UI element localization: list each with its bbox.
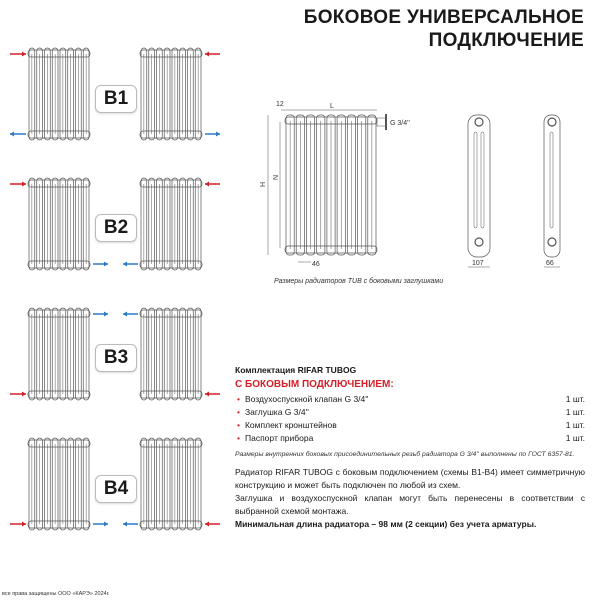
thread-label: G 3/4'' [390,120,410,127]
kit-item [235,406,585,419]
kit-item-label: Воздухоспускной клапан G 3/4'' [244,394,369,404]
title-line-1: БОКОВОЕ УНИВЕРСАЛЬНОЕ [303,7,584,28]
return-arrow-icon-head [123,312,127,317]
valve [377,118,386,126]
description-p2: Заглушка и воздухоспускной клапан могут быть перенесены в соответствии с выбранной схемой монтажа. [235,493,585,516]
dim-66: 66 [546,260,554,267]
drawing-caption: Размеры радиаторов TUB с боковыми заглушками [274,278,444,285]
supply-arrow-icon-head [22,522,26,527]
bullet-icon: • [237,407,240,417]
return-arrow-icon-head [123,262,127,267]
supply-arrow-icon-head [22,182,26,187]
return-arrow-icon-head [123,522,127,527]
radiator-front-view [285,115,377,255]
kit-section [235,365,585,458]
dim-N: N [273,174,280,180]
return-arrow-icon-head [104,262,108,267]
dim-12: 12 [276,101,284,108]
supply-arrow-icon-head [22,392,26,397]
return-arrow-icon-head [10,132,14,137]
bullet-icon: • [237,394,240,404]
side-view-3col [468,115,490,257]
valve-nut [385,114,387,130]
scheme-label-b1: B1 [95,85,137,113]
kit-item [235,393,585,406]
dim-H: H [260,181,267,187]
kit-item-qty: 1 шт. [565,420,585,430]
return-arrow-icon-head [104,522,108,527]
kit-note: Размеры внутренних боковых присоединительных резьб радиатора G 3/4'' выполнены по ГОСТ 6357-81. [235,451,575,458]
radiator-b3-left [28,308,90,400]
kit-item-name [237,393,369,406]
radiator-b2-left [28,178,90,270]
copyright: все права защищены ООО «КАРЭ» 2024г. [2,591,110,597]
scheme-label-b2: B2 [95,214,137,242]
supply-arrow-icon-head [205,392,209,397]
bullet-icon: • [237,433,240,443]
bullet-icon: • [237,420,240,430]
supply-arrow-icon-head [205,182,209,187]
scheme-label-b4: B4 [95,475,137,503]
dim-L: L [330,103,334,110]
kit-item-label: Комплект кронштейнов [244,420,337,430]
kit-title: Комплектация RIFAR TUBOG [235,365,357,375]
dim-46: 46 [312,261,320,268]
kit-item [235,432,585,445]
scheme-label-b3: B3 [95,344,137,372]
radiator-b2-right [140,178,202,270]
kit-item-name [237,419,337,432]
side-view-2col [544,115,560,257]
radiator-b4-left [28,438,90,530]
kit-list [235,393,585,445]
kit-item-label: Заглушка G 3/4'' [244,407,309,417]
supply-arrow-icon-head [22,52,26,57]
kit-item-label: Паспорт прибора [244,433,314,443]
supply-arrow-icon-head [205,522,209,527]
kit-item-name [237,432,313,445]
return-arrow-icon-head [216,132,220,137]
description-p3: Минимальная длина радиатора – 98 мм (2 секции) без учета арматуры. [235,519,537,529]
kit-item-qty: 1 шт. [565,394,585,404]
kit-subtitle: С БОКОВЫМ ПОДКЛЮЧЕНИЕМ: [235,379,394,390]
description-p1: Радиатор RIFAR TUBOG с боковым подключением (схемы B1-B4) имеет симметричную конструкцию и может быть подключен по любой из схем. [235,467,585,490]
supply-arrow-icon-head [205,52,209,57]
kit-item-qty: 1 шт. [565,433,585,443]
radiator-b1-left [28,48,90,140]
title-line-2: ПОДКЛЮЧЕНИЕ [428,30,584,51]
radiator-b3-right [140,308,202,400]
kit-item-name [237,406,309,419]
description [235,466,585,531]
kit-item-qty: 1 шт. [565,407,585,417]
kit-item [235,419,585,432]
radiator-b4-right [140,438,202,530]
dim-107: 107 [472,260,484,267]
radiator-b1-right [140,48,202,140]
return-arrow-icon-head [104,312,108,317]
